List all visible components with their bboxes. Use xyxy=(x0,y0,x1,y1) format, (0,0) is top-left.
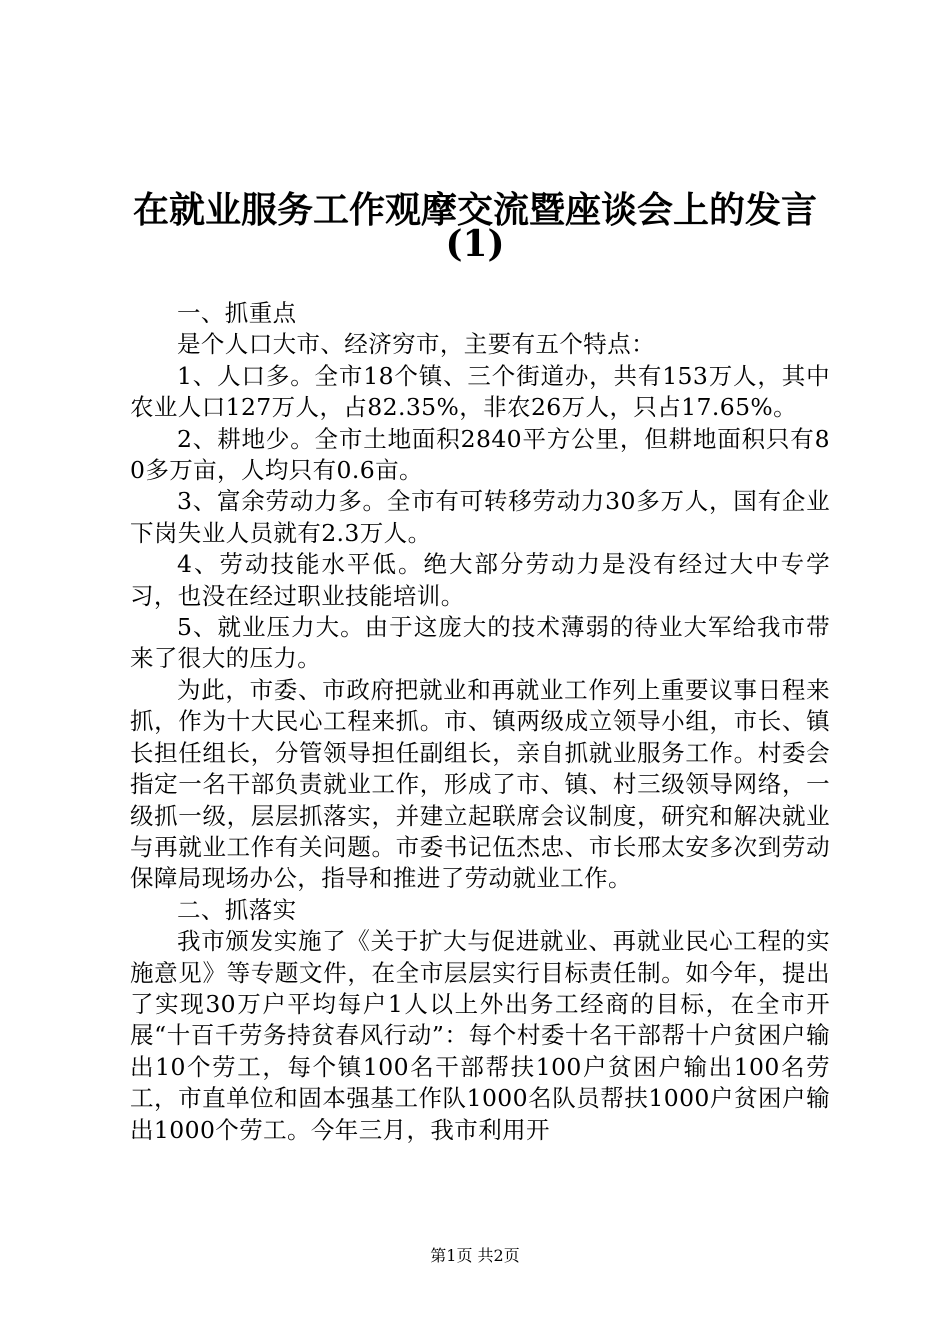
paragraph: 3、富余劳动力多。全市有可转移劳动力30多万人，国有企业下岗失业人员就有2.3万人。 xyxy=(130,487,830,547)
paragraph: 是个人口大市、经济穷市，主要有五个特点： xyxy=(177,330,655,359)
page-footer: 第1页 共2页 xyxy=(430,1246,520,1265)
paragraph: 1、人口多。全市18个镇、三个街道办，共有153万人，其中农业人口127万人，占82.35%，非农26万人，只占17.65%。 xyxy=(130,361,830,422)
paragraph: 2、耕地少。全市土地面积2840平方公里，但耕地面积只有80多万亩，人均只有0.6亩。 xyxy=(130,424,830,485)
section-heading-2: 二、抓落实 xyxy=(177,895,297,924)
paragraph: 5、就业压力大。由于这庞大的技术薄弱的待业大军给我市带来了很大的压力。 xyxy=(130,613,830,673)
document-title-suffix: (1) xyxy=(445,223,505,265)
section-heading-1: 一、抓重点 xyxy=(177,299,297,327)
paragraph: 为此，市委、市政府把就业和再就业工作列上重要议事日程来抓，作为十大民心工程来抓。市、镇两级成立领导小组，市长、镇长担任组长，分管领导担任副组长，亲自抓就业服务工作。村委会指定一名干部负责就业工作，形成了市、镇、村三级领导网络，一级抓一级，层层抓落实，并建立起联席会议制度，研究和解决就业与再就业工作有关问题。市委书记伍杰忠、市长邢太安多次到劳动保障局现场办公，指导和推进了劳动就业工作。 xyxy=(130,675,830,893)
paragraph: 我市颁发实施了《关于扩大与促进就业、再就业民心工程的实施意见》等专题文件，在全市层层实行目标责任制。如今年，提出了实现30万户平均每户1人以上外出务工经商的目标，在全市开展“十百千劳务持贫春风行动”：每个村委十名干部帮十户贫困户输出10个劳工，每个镇100名干部帮扶100户贫困户输出100名劳工，市直单位和固本强基工作队1000名队员帮扶1000户贫困户输出1000个劳工。今年三月，我市利用开 xyxy=(130,927,830,1144)
paragraph: 4、劳动技能水平低。绝大部分劳动力是没有经过大中专学习，也没在经过职业技能培训。 xyxy=(130,550,830,610)
document-title: 在就业服务工作观摩交流暨座谈会上的发言 xyxy=(132,189,817,231)
document-body xyxy=(130,298,830,1146)
